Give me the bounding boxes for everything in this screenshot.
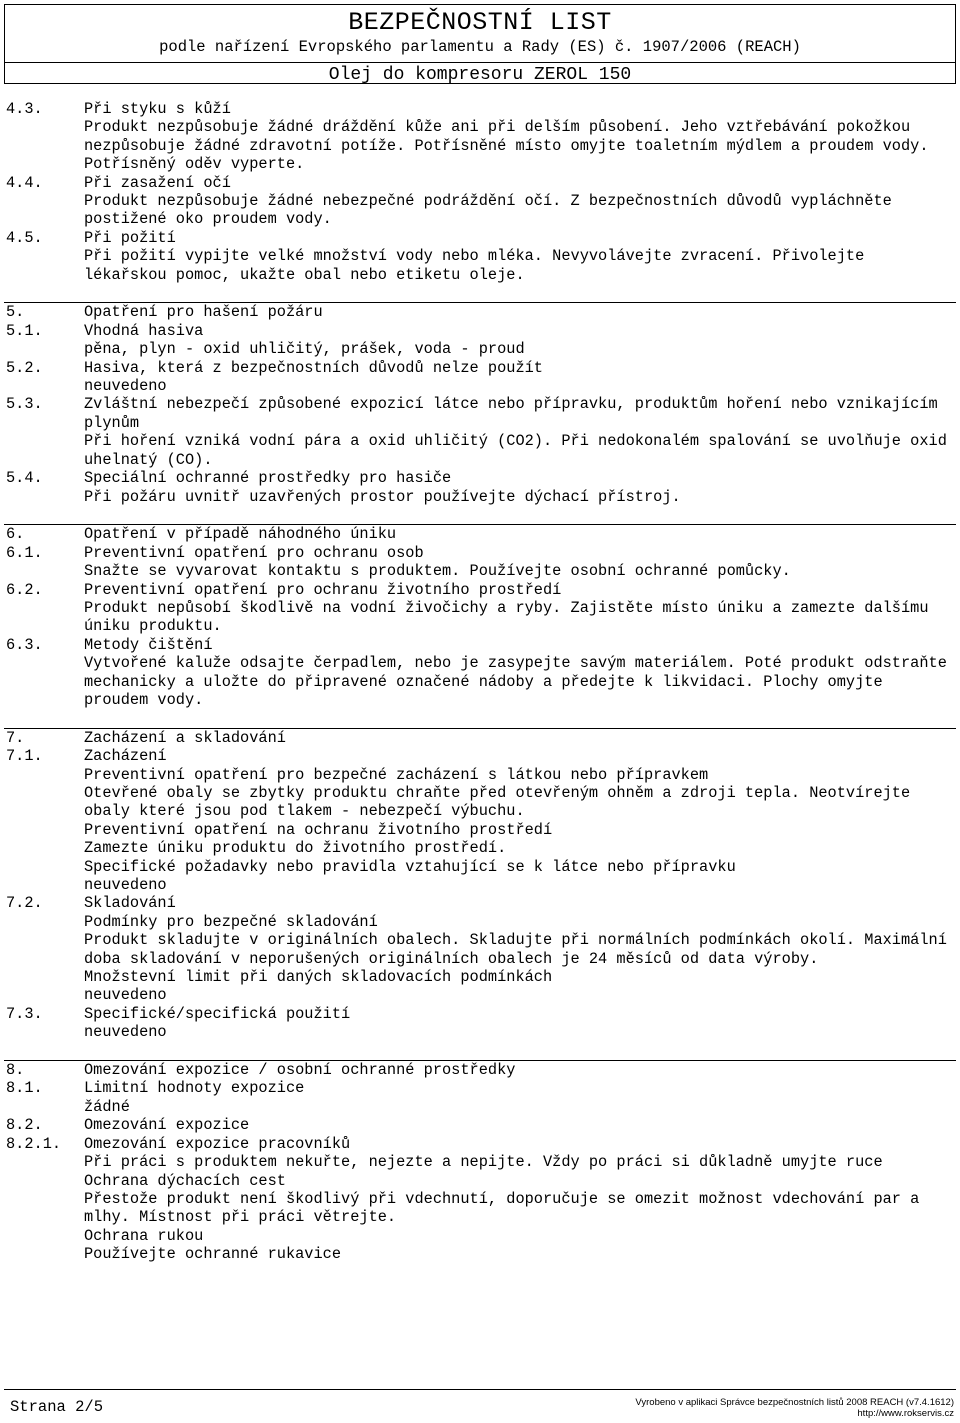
section-text-row (0, 599, 960, 636)
section-text: Množstevní limit při daných skladovacích podmínkách (84, 968, 553, 987)
section-number: 7.1. (6, 747, 43, 766)
section-heading-row (0, 636, 960, 654)
section-title: Omezování expozice (84, 1116, 250, 1135)
document-body (0, 100, 960, 1264)
section-number: 6.3. (6, 635, 43, 654)
section-text-row (0, 247, 960, 284)
section-text: Otevřené obaly se zbytky produktu chraňte před otevřeným ohněm a zdroji tepla. Neotvírejte obaly které jsou pod tlakem - nebezpečí výbuchu. (84, 783, 911, 821)
section-text-row (0, 1227, 960, 1245)
section-number: 5. (6, 303, 25, 322)
section-heading-row (0, 469, 960, 487)
section-text-row (0, 432, 960, 469)
section-spacer (0, 1042, 960, 1060)
section-heading-row (0, 359, 960, 377)
section-text: Produkt nezpůsobuje žádné dráždění kůže ani při delším působení. Jeho vztřebávání pokožkou nezpůsobuje žádné zdravotní potíže. Potřísněné místo omyjte toaletním mýdlem a proudem vody. Potřísněný oděv vyperte. (84, 118, 929, 174)
generator-link[interactable]: http://www.rokservis.cz (857, 1408, 954, 1419)
section-title: Omezování expozice / osobní ochranné prostředky (84, 1061, 516, 1080)
section-text-row (0, 562, 960, 580)
section-spacer (0, 284, 960, 302)
section-heading-row (0, 747, 960, 765)
section-spacer (0, 506, 960, 524)
section-text-row (0, 986, 960, 1004)
section-text-row (0, 1190, 960, 1227)
section-text-row (0, 968, 960, 986)
section-text: Preventivní opatření pro bezpečné zacházení s látkou nebo přípravkem (84, 765, 709, 784)
section-title: Omezování expozice pracovníků (84, 1134, 351, 1153)
section-heading-row (0, 544, 960, 562)
section-title: Metody čištění (84, 635, 213, 654)
header-divider (5, 62, 955, 63)
section-number: 5.3. (6, 395, 43, 414)
section-title: Zacházení (84, 747, 167, 766)
section-heading-row (0, 1061, 960, 1079)
section-text-row (0, 766, 960, 784)
section-number: 4.3. (6, 100, 43, 118)
section-text: Specifické požadavky nebo pravidla vztahující se k látce nebo přípravku (84, 857, 736, 876)
section-heading-row (0, 1116, 960, 1134)
section-text-row (0, 1153, 960, 1171)
section-title: Při požití (84, 228, 176, 247)
section-text: Ochrana rukou (84, 1226, 204, 1245)
section-heading-row (0, 1079, 960, 1097)
section-heading-row (0, 729, 960, 747)
section-title: Limitní hodnoty expozice (84, 1079, 305, 1098)
section-text: Ochrana dýchacích cest (84, 1171, 286, 1190)
section-text-row (0, 340, 960, 358)
section-number: 5.1. (6, 321, 43, 340)
section-text: neuvedeno (84, 986, 167, 1005)
section-text-row (0, 488, 960, 506)
section-text: Při požáru uvnitř uzavřených prostor používejte dýchací přístroj. (84, 487, 681, 506)
footer-generator-info (635, 1397, 954, 1419)
section-title: Při styku s kůží (84, 100, 231, 118)
section-heading-row (0, 229, 960, 247)
section-title: Opatření pro hašení požáru (84, 303, 323, 322)
section-number: 5.2. (6, 358, 43, 377)
section-heading-row (0, 1005, 960, 1023)
section-number: 4.4. (6, 173, 43, 192)
section-text: Preventivní opatření na ochranu životního prostředí (84, 820, 553, 839)
section-title: Preventivní opatření pro ochranu životního prostředí (84, 580, 562, 599)
product-name: Olej do kompresoru ZEROL 150 (328, 65, 632, 85)
page-number: Strana 2/5 (10, 1398, 104, 1416)
section-number: 7. (6, 728, 25, 747)
section-text: Vytvořené kaluže odsajte čerpadlem, nebo je zasypejte savým materiálem. Poté produkt odstraňte mechanicky a uložte do připravené označené nádoby a předejte k likvidaci. Plochy omyjte proudem vody. (84, 654, 947, 709)
section-title: Opatření v případě náhodného úniku (84, 525, 397, 544)
section-text: Produkt nezpůsobuje žádné nebezpečné podráždění očí. Z bezpečnostních důvodů vypláchněte postižené oko proudem vody. (84, 192, 892, 229)
section-number: 6.1. (6, 543, 43, 562)
section-text-row (0, 839, 960, 857)
section-heading-row (0, 100, 960, 118)
section-number: 6.2. (6, 580, 43, 599)
section-text: neuvedeno (84, 1023, 167, 1042)
section-title: Zacházení a skladování (84, 728, 286, 747)
regulation-subtitle: podle nařízení Evropského parlamentu a Rady (ES) č. 1907/2006 (REACH) (159, 38, 801, 56)
section-text: Při práci s produktem nekuřte, nejezte a nepijte. Vždy po práci si důkladně umyjte ruce (84, 1153, 883, 1172)
section-text-row (0, 876, 960, 894)
section-title: Zvláštní nebezpečí způsobené expozicí látce nebo přípravku, produktům hoření nebo vznikajícím plynům (84, 395, 938, 432)
section-text: pěna, plyn - oxid uhličitý, prášek, voda - proud (84, 340, 525, 359)
section-text-row (0, 1023, 960, 1041)
section-number: 8.2.1. (6, 1134, 62, 1153)
section-text: Produkt skladujte v originálních obalech. Skladujte při normálních podmínkách okolí. Maximální doba skladování v neporušených originálních obalech je 24 měsíců od data výroby. (84, 931, 947, 968)
section-text: Snažte se vyvarovat kontaktu s produktem. Používejte osobní ochranné pomůcky. (84, 562, 791, 581)
section-text-row (0, 858, 960, 876)
footer-divider (4, 1389, 956, 1390)
document-title: BEZPEČNOSTNÍ LIST (348, 8, 612, 37)
section-heading-row (0, 1135, 960, 1153)
section-number: 4.5. (6, 228, 43, 247)
section-text: žádné (84, 1097, 130, 1116)
section-heading-row (0, 174, 960, 192)
section-text: Podmínky pro bezpečné skladování (84, 912, 378, 931)
section-text-row (0, 192, 960, 229)
section-text-row (0, 784, 960, 821)
section-number: 6. (6, 525, 25, 544)
section-spacer (0, 709, 960, 727)
section-heading-row (0, 303, 960, 321)
section-text-row (0, 931, 960, 968)
section-heading-row (0, 525, 960, 543)
section-text-row (0, 1098, 960, 1116)
section-text-row (0, 377, 960, 395)
section-title: Specifické/specifická použití (84, 1004, 351, 1023)
section-number: 7.2. (6, 894, 43, 913)
section-title: Skladování (84, 894, 176, 913)
section-number: 8.1. (6, 1079, 43, 1098)
document-header (4, 4, 956, 84)
section-text-row (0, 821, 960, 839)
section-heading-row (0, 395, 960, 432)
section-number: 8. (6, 1061, 25, 1080)
section-text: Přestože produkt není škodlivý při vdechnutí, doporučuje se omezit možnost vdechování par a mlhy. Místnost při práci větrejte. (84, 1189, 920, 1227)
section-number: 8.2. (6, 1116, 43, 1135)
section-heading-row (0, 581, 960, 599)
section-text-row (0, 1172, 960, 1190)
section-heading-row (0, 322, 960, 340)
section-title: Hasiva, která z bezpečnostních důvodů nelze použít (84, 358, 543, 377)
section-number: 5.4. (6, 469, 43, 488)
generator-text: Vyrobeno v aplikaci Správce bezpečnostních listů 2008 REACH (v7.4.1612) (635, 1397, 954, 1408)
section-title: Vhodná hasiva (84, 321, 204, 340)
section-text: neuvedeno (84, 876, 167, 895)
section-text: Při hoření vzniká vodní pára a oxid uhličitý (CO2). Při nedokonalém spalování se uvolňuje oxid uhelnatý (CO). (84, 432, 947, 469)
section-text-row (0, 1245, 960, 1263)
section-text: Používejte ochranné rukavice (84, 1245, 342, 1264)
section-heading-row (0, 894, 960, 912)
section-title: Preventivní opatření pro ochranu osob (84, 543, 424, 562)
section-title: Speciální ochranné prostředky pro hasiče (84, 469, 452, 488)
section-text: Zamezte úniku produktu do životního prostředí. (84, 839, 507, 858)
section-text: Při požití vypijte velké množství vody nebo mléka. Nevyvolávejte zvracení. Přivolejte lékařskou pomoc, ukažte obal nebo etiketu oleje. (84, 247, 865, 284)
section-text-row (0, 654, 960, 709)
section-title: Při zasažení očí (84, 173, 231, 192)
section-number: 7.3. (6, 1004, 43, 1023)
section-text: neuvedeno (84, 377, 167, 396)
section-text-row (0, 118, 960, 173)
section-text-row (0, 913, 960, 931)
section-text: Produkt nepůsobí škodlivě na vodní živočichy a ryby. Zajistěte místo úniku a zamezte dalšímu úniku produktu. (84, 598, 929, 636)
